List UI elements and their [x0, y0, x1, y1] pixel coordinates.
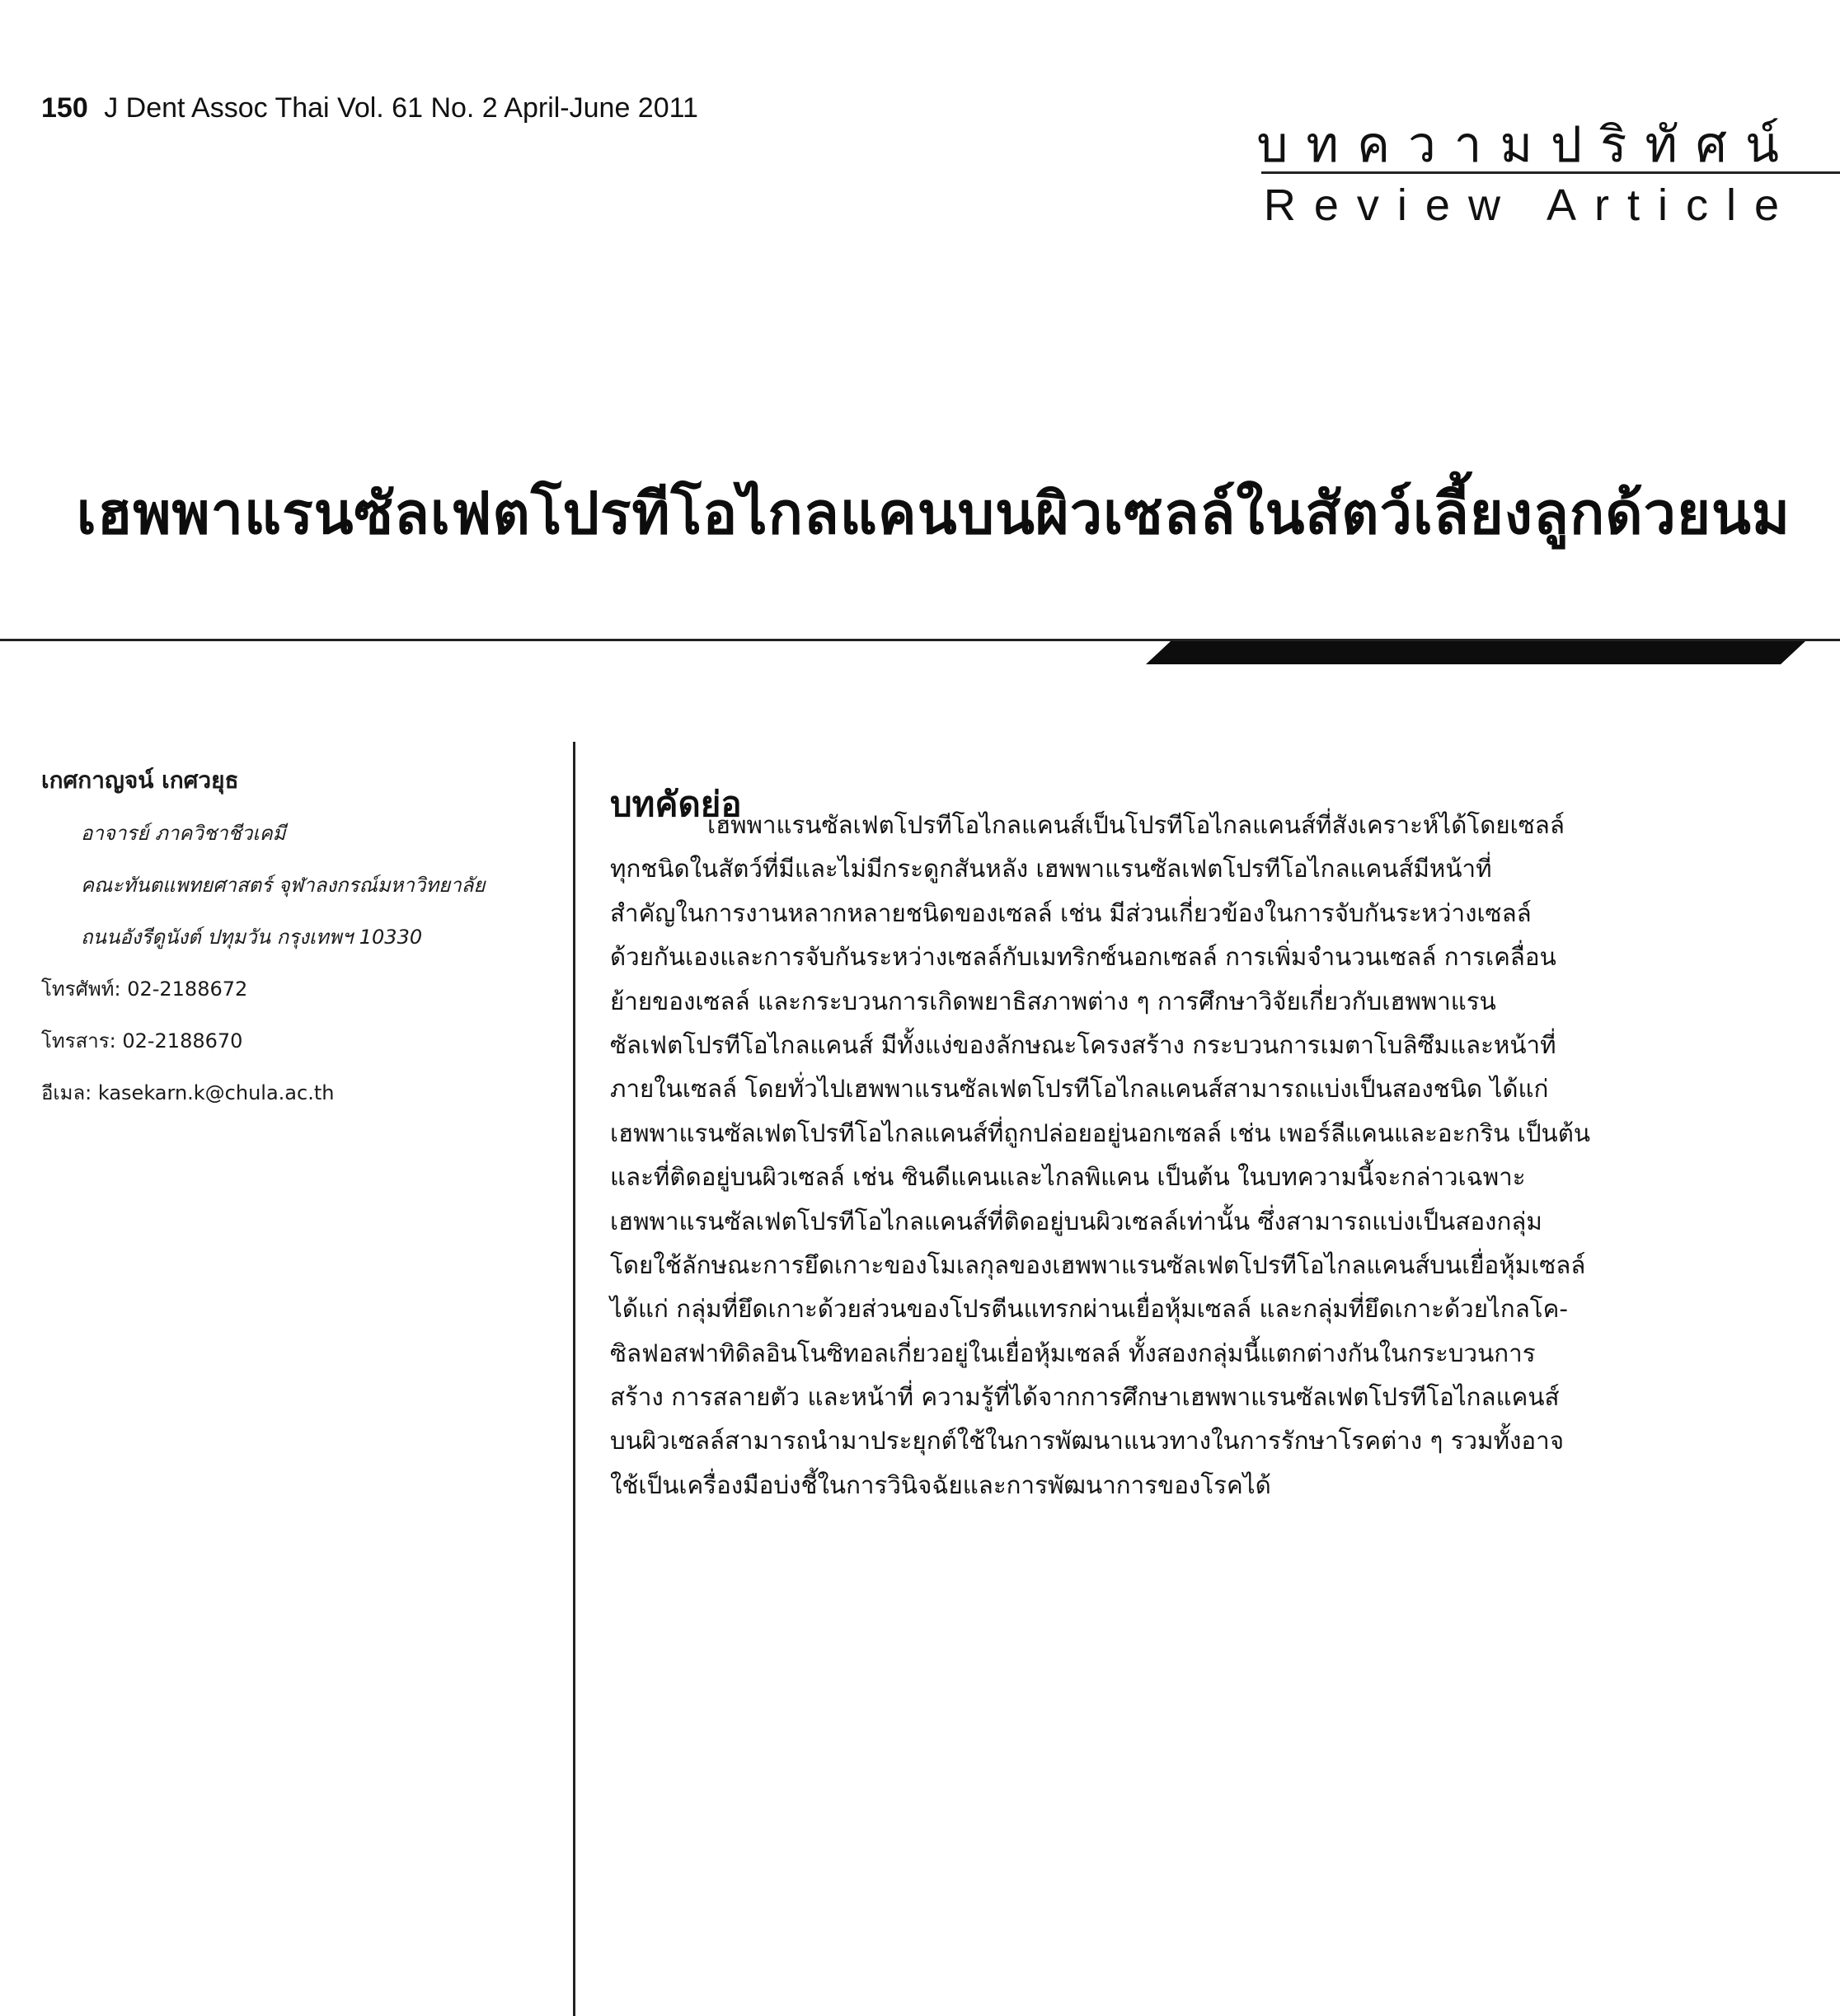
abstract-line: ใช้เป็นเครื่องมือบ่งชี้ในการวินิจฉัยและการพัฒนาการของโรคได้ — [610, 1470, 1271, 1499]
article-title: เฮพพาแรนซัลเฟตโปรทีโอไกลแคนบนผิวเซลล์ในสัตว์เลี้ยงลูกด้วยนม — [76, 479, 1791, 547]
abstract-line: ย้ายของเซลล์ และกระบวนการเกิดพยาธิสภาพต่าง ๆ การศึกษาวิจัยเกี่ยวกับเฮพพาแรน — [610, 987, 1496, 1015]
author-block — [41, 762, 569, 1128]
abstract-line: ได้แก่ กลุ่มที่ยึดเกาะด้วยส่วนของโปรตีนแทรกผ่านเยื่อหุ้มเซลล์ และกลุ่มที่ยึดเกาะด้วยไกลโค- — [610, 1295, 1569, 1324]
abstract-line: เฮพพาแรนซัลเฟตโปรทีโอไกลแคนส์ที่ถูกปล่อยอยู่นอกเซลล์ เช่น เพอร์ลีแคนและอะกริน เป็นต้น — [610, 1118, 1591, 1147]
abstract-line: ด้วยกันเองและการจับกันระหว่างเซลล์กับเมทริกซ์นอกเซลล์ การเพิ่มจำนวนเซลล์ การเคลื่อน — [610, 943, 1556, 972]
author-fax: โทรสาร: 02-2188670 — [41, 1029, 243, 1053]
affiliation-line: คณะทันตแพทยศาสตร์ จุฬาลงกรณ์มหาวิทยาลัย — [81, 874, 486, 897]
abstract-heading: บทคัดย่อ — [610, 783, 742, 824]
affiliation-line: ถนนอังรีดูนังต์ ปทุมวัน กรุงเทพฯ 10330 — [81, 926, 423, 949]
page-number: 150 — [41, 92, 88, 124]
column-divider — [573, 742, 575, 2016]
abstract-line: เฮพพาแรนซัลเฟตโปรทีโอไกลแคนส์เป็นโปรทีโอไกลแคนส์ที่สังเคราะห์ได้โดยเซลล์ — [707, 811, 1565, 839]
abstract-line: ภายในเซลล์ โดยทั่วไปเฮพพาแรนซัลเฟตโปรทีโอไกลแคนส์สามารถแบ่งเป็นสองชนิด ได้แก่ — [610, 1075, 1549, 1104]
journal-citation: J Dent Assoc Thai Vol. 61 No. 2 April-June 2011 — [104, 92, 698, 124]
abstract-line: ซัลเฟตโปรทีโอไกลแคนส์ มีทั้งแง่ของลักษณะโครงสร้าง กระบวนการเมตาโบลิซึมและหน้าที่ — [610, 1030, 1556, 1059]
running-header — [41, 92, 698, 124]
author-name: เกศกาญจน์ เกศวยุธ — [41, 767, 239, 794]
abstract-line: บนผิวเซลล์สามารถนำมาประยุกต์ใช้ในการพัฒนาแนวทางในการรักษาโรคต่าง ๆ รวมทั้งอาจ — [610, 1427, 1564, 1456]
abstract-line: สำคัญในการงานหลากหลายชนิดของเซลล์ เช่น มีส่วนเกี่ยวข้องในการจับกันระหว่างเซลล์ — [610, 898, 1532, 927]
author-email: อีเมล: kasekarn.k@chula.ac.th — [41, 1081, 335, 1104]
abstract-line: โดยใช้ลักษณะการยึดเกาะของโมเลกุลของเฮพพาแรนซัลเฟตโปรทีโอไกลแคนส์บนเยื่อหุ้มเซลล์ — [610, 1250, 1586, 1279]
author-phone: โทรศัพท์: 02-2188672 — [41, 978, 248, 1001]
abstract-body — [610, 804, 1797, 1507]
section-label-english: Review Article — [1263, 181, 1797, 230]
section-label-thai: บทความปริทัศน์ — [1256, 116, 1797, 174]
abstract-line: และที่ติดอยู่บนผิวเซลล์ เช่น ซินดีแคนและไกลพิแคน เป็นต้น ในบทความนี้จะกล่าวเฉพาะ — [610, 1163, 1526, 1192]
abstract-line: ซิลฟอสฟาทิดิลอินโนซิทอลเกี่ยวอยู่ในเยื่อหุ้มเซลล์ ทั้งสองกลุ่มนี้แตกต่างกันในกระบวนการ — [610, 1339, 1536, 1367]
title-bar-wedge — [1146, 641, 1805, 664]
abstract-line: เฮพพาแรนซัลเฟตโปรทีโอไกลแคนส์ที่ติดอยู่บนผิวเซลล์เท่านั้น ซึ่งสามารถแบ่งเป็นสองกลุ่ม — [610, 1207, 1542, 1235]
affiliation-line: อาจารย์ ภาควิชาชีวเคมี — [81, 822, 286, 845]
header-divider — [1261, 171, 1840, 174]
abstract-line: ทุกชนิดในสัตว์ที่มีและไม่มีกระดูกสันหลัง เฮพพาแรนซัลเฟตโปรทีโอไกลแคนส์มีหน้าที่ — [610, 855, 1492, 884]
abstract-line: สร้าง การสลายตัว และหน้าที่ ความรู้ที่ได้จากการศึกษาเฮพพาแรนซัลเฟตโปรทีโอไกลแคนส์ — [610, 1383, 1560, 1412]
